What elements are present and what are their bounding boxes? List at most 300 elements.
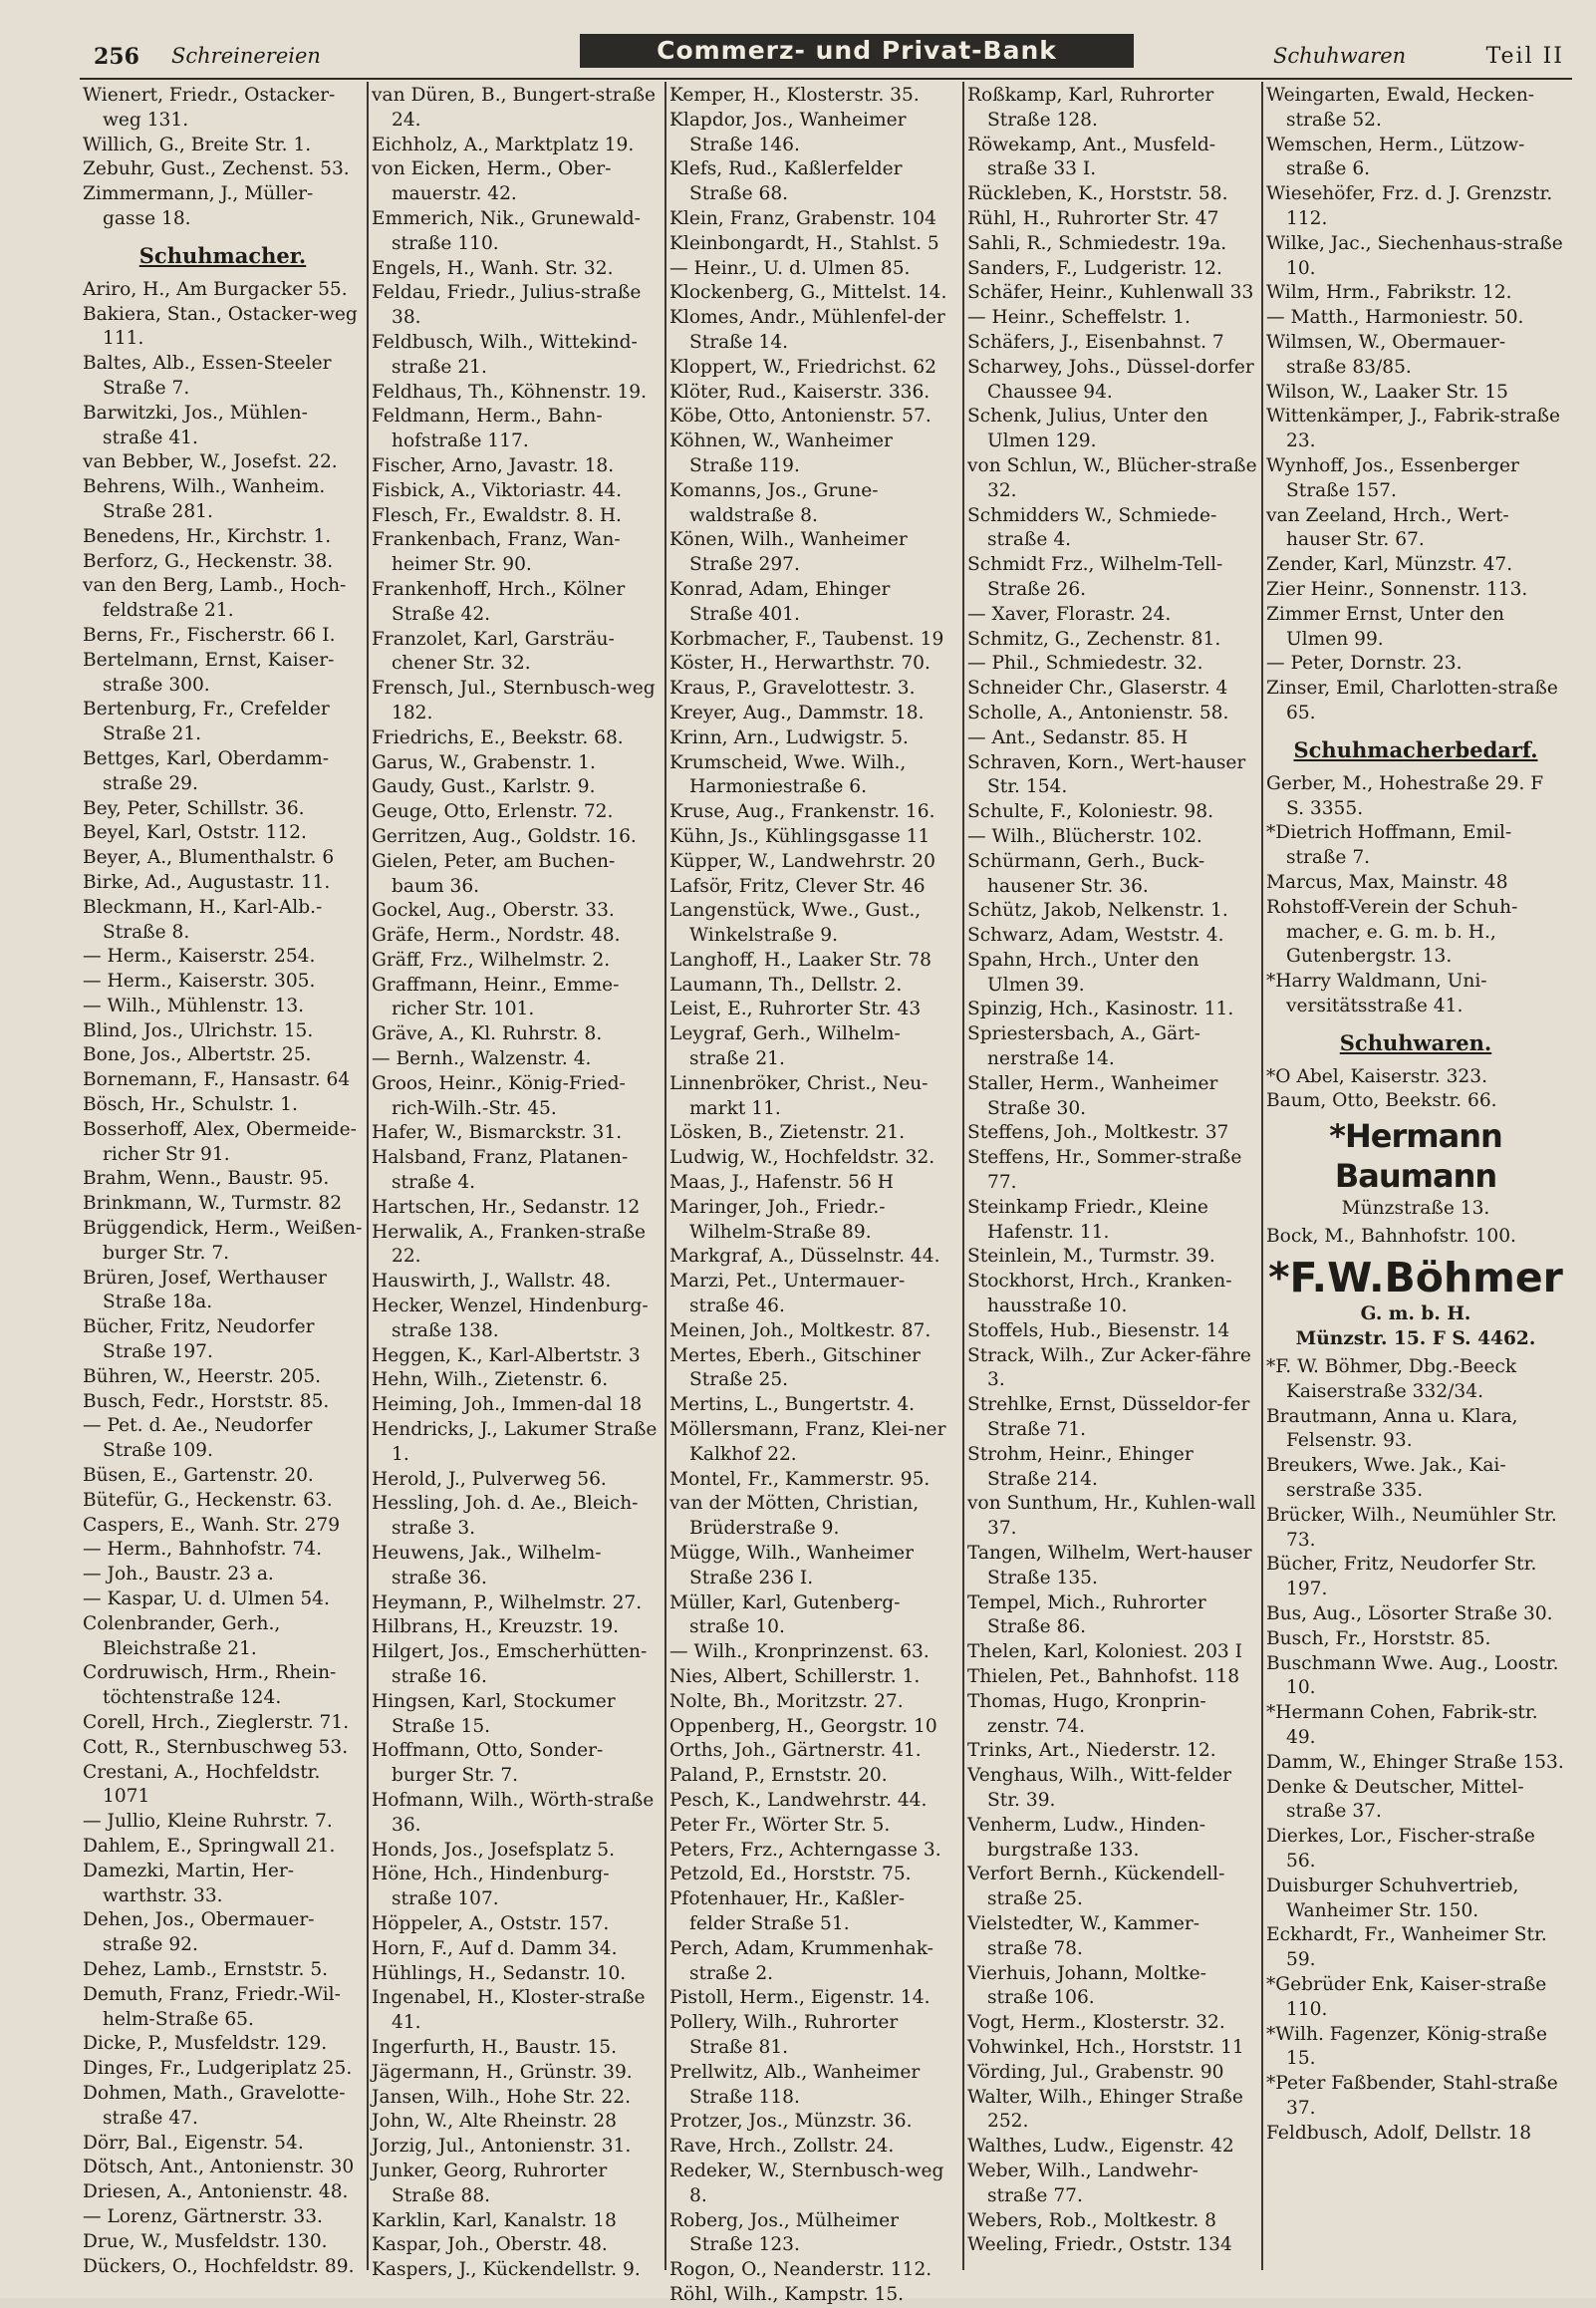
- directory-entry: Scharwey, Johs., Düssel-dorfer Chaussee 94.: [967, 356, 1254, 403]
- directory-entry: Krinn, Arn., Ludwigstr. 5.: [669, 726, 909, 748]
- directory-entry: Brahm, Wenn., Baustr. 95.: [83, 1168, 330, 1190]
- directory-entry: Feldhaus, Th., Köhnenstr. 19.: [372, 381, 648, 403]
- directory-entry: Hofmann, Wilh., Wörth-straße 36.: [372, 1789, 655, 1836]
- directory-entry: Schäfer, Heinr., Kuhlenwall 33: [967, 282, 1254, 304]
- directory-entry: Kreyer, Aug., Dammstr. 18.: [669, 702, 925, 723]
- directory-entry: Vörding, Jul., Grabenstr. 90: [967, 2061, 1224, 2083]
- directory-entry: Rohstoff-Verein der Schuh-macher, e. G. m. b. H., Gutenbergstr. 13.: [1266, 896, 1518, 968]
- directory-entry: Tempel, Mich., Ruhrorter Straße 86.: [967, 1591, 1206, 1638]
- directory-entry: Willich, G., Breite Str. 1.: [83, 134, 312, 155]
- directory-entry: Junker, Georg, Ruhrorter Straße 88.: [372, 2160, 608, 2206]
- directory-entry: Ludwig, W., Hochfeldstr. 32.: [669, 1147, 935, 1169]
- directory-entry: — Heinr., U. d. Ulmen 85.: [669, 257, 911, 279]
- directory-entry: Komanns, Jos., Grune-waldstraße 8.: [669, 479, 879, 526]
- directory-entry: Strohm, Heinr., Ehinger Straße 214.: [967, 1443, 1194, 1490]
- directory-entry: Behrens, Wilh., Wanheim. Straße 281.: [83, 476, 326, 522]
- directory-entry: Schwarz, Adam, Weststr. 4.: [967, 925, 1224, 947]
- directory-entry: Walthes, Ludw., Eigenstr. 42: [967, 2136, 1234, 2158]
- directory-entry: Klöter, Rud., Kaiserstr. 336.: [669, 381, 931, 403]
- directory-entry: Zimmermann, J., Müller-gasse 18.: [83, 183, 314, 229]
- directory-entry: Cordruwisch, Hrm., Rhein-töchtenstraße 124.: [83, 1662, 337, 1709]
- directory-entry: Duisburger Schuhvertrieb, Wanheimer Str. 150.: [1266, 1875, 1519, 1921]
- directory-entry: Spinzig, Hch., Kasinostr. 11.: [967, 999, 1234, 1020]
- directory-entry: Busch, Fedr., Horststr. 85.: [83, 1390, 330, 1412]
- directory-entry: Damm, W., Ehinger Straße 153.: [1266, 1751, 1564, 1773]
- directory-entry: Honds, Jos., Josefsplatz 5.: [372, 1839, 616, 1861]
- directory-entry: — Herm., Kaiserstr. 305.: [83, 971, 316, 993]
- directory-entry: Hessling, Joh. d. Ae., Bleich-straße 3.: [372, 1493, 639, 1540]
- directory-entry: Weingarten, Ewald, Hecken-straße 52.: [1266, 85, 1535, 131]
- directory-entry: — Kaspar, U. d. Ulmen 54.: [83, 1588, 330, 1610]
- directory-entry: Denke & Deutscher, Mittel-straße 37.: [1266, 1776, 1524, 1823]
- directory-entry: Steffens, Hr., Sommer-straße 77.: [967, 1147, 1242, 1194]
- directory-entry: van Zeeland, Hrch., Wert-hauser Str. 67.: [1266, 504, 1509, 551]
- directory-entry: Bus, Aug., Lösorter Straße 30.: [1266, 1603, 1553, 1625]
- directory-entry: Brüren, Josef, Werthauser Straße 18a.: [83, 1267, 327, 1313]
- directory-entry: Lafsör, Fritz, Clever Str. 46: [669, 875, 926, 897]
- directory-entry: Dohmen, Math., Gravelotte-straße 47.: [83, 2082, 346, 2129]
- bank-banner: Commerz- und Privat-Bank: [580, 34, 1134, 68]
- directory-entry: Halsband, Franz, Platanen-straße 4.: [372, 1147, 629, 1194]
- directory-entry: Bock, M., Bahnhofstr. 100.: [1266, 1226, 1516, 1248]
- directory-entry: Nies, Albert, Schillerstr. 1.: [669, 1666, 921, 1687]
- directory-entry: Blind, Jos., Ulrichstr. 15.: [83, 1019, 314, 1041]
- directory-entry: Bühren, W., Heerstr. 205.: [83, 1365, 322, 1387]
- directory-entry: Dicke, P., Musfeldstr. 129.: [83, 2033, 328, 2055]
- directory-entry: Schmidders W., Schmiede-straße 4.: [967, 504, 1217, 551]
- page-number: 256: [94, 44, 139, 70]
- directory-entry: Gräfe, Herm., Nordstr. 48.: [372, 925, 621, 947]
- directory-entry: Bertenburg, Fr., Crefelder Straße 21.: [83, 699, 330, 745]
- directory-entry: Stoffels, Hub., Biesenstr. 14: [967, 1319, 1230, 1341]
- directory-entry: *O Abel, Kaiserstr. 323.: [1266, 1065, 1487, 1087]
- directory-entry: Oppenberg, H., Georgstr. 10: [669, 1715, 937, 1737]
- directory-entry: Gerber, M., Hohestraße 29. F S. 3355.: [1266, 772, 1544, 819]
- ad-company-form: G. m. b. H.: [1360, 1303, 1471, 1325]
- directory-entry: Schneider Chr., Glaserstr. 4: [967, 678, 1228, 700]
- directory-entry: Linnenbröker, Christ., Neu-markt 11.: [669, 1072, 929, 1119]
- section-heading: Schuhwaren.: [1339, 1029, 1492, 1055]
- directory-entry: Driesen, A., Antonienstr. 48.: [83, 2181, 349, 2203]
- directory-entry: Demuth, Franz, Friedr.-Wil-helm-Straße 65.: [83, 1983, 341, 2030]
- directory-entry: von Schlun, W., Blücher-straße 32.: [967, 454, 1257, 501]
- directory-entry: Frankenhoff, Hrch., Kölner Straße 42.: [372, 578, 626, 625]
- directory-entry: Webers, Rob., Moltkestr. 8: [967, 2209, 1217, 2231]
- directory-entry: Peters, Frz., Achterngasse 3.: [669, 1839, 941, 1861]
- directory-entry: Dahlem, E., Springwall 21.: [83, 1835, 336, 1857]
- directory-entry: Krumscheid, Wwe. Wilh., Harmoniestraße 6.: [669, 751, 907, 798]
- directory-entry: Kaspers, J., Kückendellstr. 9.: [372, 2259, 641, 2281]
- directory-entry: Hartschen, Hr., Sedanstr. 12: [372, 1196, 641, 1218]
- directory-entry: Dörr, Bal., Eigenstr. 54.: [83, 2132, 304, 2154]
- directory-entry: Höne, Hch., Hindenburg-straße 107.: [372, 1864, 610, 1910]
- directory-entry: Wemschen, Herm., Lützow-straße 6.: [1266, 134, 1525, 180]
- directory-entry: Schütz, Jakob, Nelkenstr. 1.: [967, 900, 1228, 922]
- directory-entry: Schulte, F., Koloniestr. 98.: [967, 801, 1213, 823]
- advertisement: [1266, 1116, 1565, 1221]
- directory-entry: Wilm, Hrm., Fabrikstr. 12.: [1266, 282, 1512, 304]
- directory-entry: Corell, Hrch., Zieglerstr. 71.: [83, 1712, 350, 1733]
- directory-entry: Perch, Adam, Krummenhak-straße 2.: [669, 1937, 933, 1984]
- directory-entry: Mügge, Wilh., Wanheimer Straße 236 I.: [669, 1543, 915, 1588]
- directory-entry: Busch, Fr., Horststr. 85.: [1266, 1627, 1491, 1649]
- directory-entry: Tangen, Wilhelm, Wert-hauser Straße 135.: [967, 1543, 1252, 1588]
- directory-entry: Berforz, G., Heckenstr. 38.: [83, 550, 334, 572]
- directory-entry: Rückleben, K., Horststr. 58.: [967, 183, 1228, 205]
- directory-entry: Paland, P., Ernststr. 20.: [669, 1765, 888, 1787]
- column-1: [80, 84, 366, 2277]
- directory-entry: Wiesehöfer, Frz. d. J. Grenzstr. 112.: [1266, 183, 1553, 229]
- directory-entry: Gielen, Peter, am Buchen-baum 36.: [372, 850, 616, 897]
- directory-entry: von Sunthum, Hr., Kuhlen-wall 37.: [967, 1493, 1256, 1540]
- directory-entry: Mertes, Eberh., Gitschiner Straße 25.: [669, 1344, 921, 1391]
- directory-entry: Marzi, Pet., Untermauer-straße 46.: [669, 1271, 906, 1317]
- directory-entry: Höppeler, A., Oststr. 157.: [372, 1912, 610, 1934]
- directory-entry: Gaudy, Gust., Karlstr. 9.: [372, 776, 596, 798]
- directory-entry: Walter, Wilh., Ehinger Straße 252.: [967, 2086, 1243, 2133]
- directory-entry: Laumann, Th., Dellstr. 2.: [669, 974, 903, 996]
- directory-entry: Lösken, B., Zietenstr. 21.: [669, 1122, 906, 1144]
- directory-entry: Maas, J., Hafenstr. 56 H: [669, 1172, 894, 1194]
- directory-entry: Wilson, W., Laaker Str. 15: [1266, 381, 1508, 403]
- directory-entry: Thielen, Pet., Bahnhofst. 118: [967, 1666, 1240, 1687]
- directory-entry: Redeker, W., Sternbusch-weg 8.: [669, 2160, 944, 2206]
- directory-entry: Brüggendick, Herm., Weißen-burger Str. 7.: [83, 1218, 363, 1264]
- directory-entry: Baum, Otto, Beekstr. 66.: [1266, 1090, 1497, 1112]
- running-head-right: Schuhwaren: [1273, 44, 1407, 68]
- directory-entry: Crestani, A., Hochfeldstr. 1071: [83, 1761, 321, 1808]
- section-heading: Schuhmacher.: [138, 242, 307, 268]
- directory-entry: Buschmann Wwe. Aug., Loostr. 10.: [1266, 1652, 1559, 1699]
- directory-entry: Nolte, Bh., Moritzstr. 27.: [669, 1690, 904, 1712]
- directory-entry: Schraven, Korn., Wert-hauser Str. 154.: [967, 751, 1246, 798]
- directory-entry: Steffens, Joh., Moltkestr. 37: [967, 1122, 1229, 1144]
- directory-entry: Hoffmann, Otto, Sonder-burger Str. 7.: [372, 1740, 604, 1787]
- directory-entry: Fisbick, A., Viktoriastr. 44.: [372, 479, 623, 501]
- directory-entry: Klomes, Andr., Mühlenfel-der Straße 14.: [669, 307, 945, 353]
- directory-entry: Montel, Fr., Kammerstr. 95.: [669, 1468, 931, 1490]
- directory-entry: Mertins, L., Bungertstr. 4.: [669, 1394, 916, 1416]
- directory-entry: Bertelmann, Ernst, Kaiser-straße 300.: [83, 649, 335, 696]
- directory-entry: John, W., Alte Rheinstr. 28: [372, 2111, 618, 2133]
- directory-entry: Dehez, Lamb., Ernststr. 5.: [83, 1958, 329, 1980]
- directory-entry: — Ant., Sedanstr. 85. H: [967, 726, 1189, 748]
- directory-entry: Gräff, Frz., Wilhelmstr. 2.: [372, 949, 611, 971]
- directory-entry: Zebuhr, Gust., Zechenst. 53.: [83, 158, 350, 180]
- directory-entry: Sanders, F., Ludgeristr. 12.: [967, 257, 1222, 279]
- directory-entry: Rühl, H., Ruhrorter Str. 47: [967, 207, 1219, 229]
- directory-entry: Trinks, Art., Niederstr. 12.: [967, 1740, 1216, 1762]
- directory-entry: *Wilh. Fagenzer, König-straße 15.: [1266, 2023, 1547, 2070]
- directory-entry: Wynhoff, Jos., Essenberger Straße 157.: [1266, 454, 1519, 501]
- directory-entry: Hehn, Wilh., Zietenstr. 6.: [372, 1369, 609, 1391]
- directory-entry: Köhnen, W., Wanheimer Straße 119.: [669, 431, 893, 476]
- directory-entry: Steinkamp Friedr., Kleine Hafenstr. 11.: [967, 1196, 1208, 1243]
- directory-entry: van den Berg, Lamb., Hoch-feldstraße 21.: [83, 575, 347, 622]
- directory-entry: Bücher, Fritz, Neudorfer Straße 197.: [83, 1316, 315, 1363]
- directory-entry: — Phil., Schmiedestr. 32.: [967, 653, 1203, 675]
- directory-entry: — Jullio, Kleine Ruhrstr. 7.: [83, 1811, 333, 1833]
- directory-entry: Pollery, Wilh., Ruhrorter Straße 81.: [669, 2012, 899, 2058]
- directory-entry: Vohwinkel, Hch., Horststr. 11: [967, 2036, 1244, 2058]
- directory-entry: *Dietrich Hoffmann, Emil-straße 7.: [1266, 822, 1512, 869]
- directory-entry: Kaspar, Joh., Oberstr. 48.: [372, 2234, 608, 2256]
- directory-entry: Roberg, Jos., Mülheimer Straße 123.: [669, 2209, 900, 2256]
- directory-entry: *F. W. Böhmer, Dbg.-Beeck Kaiserstraße 332/34.: [1266, 1356, 1517, 1402]
- directory-entry: Brautmann, Anna u. Klara, Felsenstr. 93.: [1266, 1405, 1518, 1452]
- directory-entry: Weber, Wilh., Landwehr-straße 77.: [967, 2160, 1198, 2206]
- directory-entry: Meinen, Joh., Moltkestr. 87.: [669, 1319, 931, 1341]
- directory-entry: Strehlke, Ernst, Düsseldor-fer Straße 71.: [967, 1394, 1250, 1441]
- directory-entry: Köster, H., Herwarthstr. 70.: [669, 653, 931, 675]
- directory-entry: — Xaver, Florastr. 24.: [967, 603, 1172, 625]
- directory-entry: Langenstück, Wwe., Gust., Winkelstraße 9.: [669, 900, 922, 947]
- directory-entry: Wilmsen, W., Obermauer-straße 83/85.: [1266, 331, 1506, 378]
- directory-entry: Zender, Karl, Münzstr. 47.: [1266, 554, 1513, 576]
- directory-entry: Colenbrander, Gerh., Bleichstraße 21.: [83, 1612, 281, 1659]
- directory-entry: Dötsch, Ant., Antonienstr. 30: [83, 2157, 355, 2178]
- directory-entry: Zier Heinr., Sonnenstr. 113.: [1266, 578, 1528, 600]
- directory-entry: Franzolet, Karl, Garsträu-chener Str. 32.: [372, 628, 615, 675]
- directory-entry: Feldbusch, Wilh., Wittekind-straße 21.: [372, 331, 638, 378]
- column-3: [666, 84, 961, 2305]
- directory-entry: Bey, Peter, Schillstr. 36.: [83, 797, 305, 819]
- directory-entry: Feldau, Friedr., Julius-straße 38.: [372, 282, 642, 329]
- directory-entry: Beyel, Karl, Oststr. 112.: [83, 822, 307, 844]
- directory-entry: Jägermann, H., Grünstr. 39.: [372, 2061, 633, 2083]
- directory-entry: Staller, Herm., Wanheimer Straße 30.: [967, 1072, 1218, 1119]
- directory-entry: Klockenberg, G., Mittelst. 14.: [669, 282, 947, 304]
- directory-entry: Hauswirth, J., Wallstr. 48.: [372, 1271, 612, 1293]
- directory-entry: Drue, W., Musfeldstr. 130.: [83, 2230, 328, 2252]
- directory-entry: Bütefür, G., Heckenstr. 63.: [83, 1489, 333, 1511]
- directory-entry: Müller, Karl, Gutenberg-straße 10.: [669, 1591, 901, 1638]
- directory-entry: Brinkmann, W., Turmstr. 82: [83, 1193, 343, 1215]
- directory-entry: Engels, H., Wanh. Str. 32.: [372, 257, 614, 279]
- directory-entry: Röhl, Wilh., Kampstr. 15.: [669, 2283, 905, 2305]
- directory-entry: Bakiera, Stan., Ostacker-weg 111.: [83, 303, 358, 350]
- directory-entry: Kleinbongardt, H., Stahlst. 5: [669, 232, 939, 254]
- directory-entry: Wittenkämper, J., Fabrik-straße 23.: [1266, 406, 1561, 452]
- directory-entry: Klein, Franz, Grabenstr. 104: [669, 207, 936, 229]
- part-label: Teil II: [1485, 44, 1564, 69]
- directory-entry: *Harry Waldmann, Uni-versitätsstraße 41.: [1266, 971, 1487, 1016]
- directory-entry: Pesch, K., Landwehrstr. 44.: [669, 1789, 928, 1811]
- header-rule: [80, 78, 1572, 80]
- directory-entry: von Eicken, Herm., Ober-mauerstr. 42.: [372, 158, 612, 205]
- directory-entry: Kühn, Js., Kühlingsgasse 11: [669, 825, 931, 847]
- directory-entry: Thomas, Hugo, Kronprin-zenstr. 74.: [967, 1690, 1206, 1737]
- directory-entry: Fischer, Arno, Javastr. 18.: [372, 454, 615, 476]
- directory-entry: Herwalik, A., Franken-straße 22.: [372, 1221, 647, 1268]
- directory-entry: — Joh., Baustr. 23 a.: [83, 1564, 274, 1586]
- directory-entry: Bleckmann, H., Karl-Alb.-Straße 8.: [83, 896, 323, 943]
- directory-entry: Jorzig, Jul., Antonienstr. 31.: [372, 2136, 632, 2158]
- directory-entry: Bösch, Hr., Schulstr. 1.: [83, 1094, 298, 1116]
- directory-entry: Breukers, Wwe. Jak., Kai-serstraße 335.: [1266, 1455, 1506, 1502]
- directory-entry: *Gebrüder Enk, Kaiser-straße 110.: [1266, 1974, 1547, 2020]
- directory-entry: — Wilh., Blücherstr. 102.: [967, 825, 1202, 847]
- directory-entry: Barwitzki, Jos., Mühlen-straße 41.: [83, 402, 308, 448]
- directory-entry: Emmerich, Nik., Grunewald-straße 110.: [372, 207, 641, 254]
- directory-entry: — Herm., Kaiserstr. 254.: [83, 946, 316, 968]
- directory-entry: Ingenabel, H., Kloster-straße 41.: [372, 1987, 646, 2034]
- directory-entry: Karklin, Karl, Kanalstr. 18: [372, 2209, 617, 2231]
- directory-entry: Könen, Wilh., Wanheimer Straße 297.: [669, 529, 908, 576]
- directory-entry: Friedrichs, E., Beekstr. 68.: [372, 726, 624, 748]
- directory-entry: Ariro, H., Am Burgacker 55.: [83, 278, 348, 300]
- directory-entry: Zimmer Ernst, Unter den Ulmen 99.: [1266, 603, 1505, 650]
- directory-entry: Protzer, Jos., Münzstr. 36.: [669, 2111, 913, 2133]
- directory-entry: Wienert, Friedr., Ostacker-weg 131.: [83, 85, 336, 131]
- directory-entry: Marcus, Max, Mainstr. 48: [1266, 871, 1508, 893]
- directory-entry: Dehen, Jos., Obermauer-straße 92.: [83, 1909, 315, 1956]
- directory-entry: Zinser, Emil, Charlotten-straße 65.: [1266, 678, 1558, 723]
- column-4: [964, 84, 1260, 2266]
- directory-entry: Bone, Jos., Albertstr. 25.: [83, 1044, 312, 1066]
- directory-entry: Heiming, Joh., Immen-dal 18: [372, 1394, 643, 1416]
- directory-entry: Schenk, Julius, Unter den Ulmen 129.: [967, 406, 1208, 452]
- directory-entry: Birke, Ad., Augustastr. 11.: [83, 871, 331, 893]
- directory-entry: Steinlein, M., Turmstr. 39.: [967, 1246, 1215, 1268]
- directory-entry: Röwekamp, Ant., Musfeld-straße 33 I.: [967, 134, 1216, 180]
- directory-entry: Möllersmann, Franz, Klei-ner Kalkhof 22.: [669, 1419, 946, 1465]
- directory-entry: Venghaus, Wilh., Witt-felder Str. 39.: [967, 1765, 1231, 1811]
- directory-entry: Frankenbach, Franz, Wan-heimer Str. 90.: [372, 529, 621, 576]
- directory-entry: Prellwitz, Alb., Wanheimer Straße 118.: [669, 2061, 921, 2108]
- directory-entry: Eckhardt, Fr., Wanheimer Str. 59.: [1266, 1924, 1547, 1971]
- directory-entry: Brücker, Wilh., Neumühler Str. 73.: [1266, 1504, 1557, 1551]
- directory-entry: Schäfers, J., Eisenbahnst. 7: [967, 331, 1224, 353]
- directory-entry: Herold, J., Pulverweg 56.: [372, 1468, 607, 1490]
- directory-entry: Küpper, W., Landwehrstr. 20: [669, 850, 935, 872]
- directory-entry: Konrad, Adam, Ehinger Straße 401.: [669, 578, 891, 625]
- directory-entry: Hilbrans, H., Kreuzstr. 19.: [372, 1616, 620, 1638]
- directory-entry: Kruse, Aug., Frankenstr. 16.: [669, 801, 935, 823]
- directory-entry: Berns, Fr., Fischerstr. 66 I.: [83, 624, 336, 646]
- directory-entry: Roßkamp, Karl, Ruhrorter Straße 128.: [967, 85, 1214, 131]
- directory-entry: van der Mötten, Christian, Brüderstraße 9.: [669, 1493, 920, 1540]
- directory-entry: Hecker, Wenzel, Hindenburg-straße 138.: [372, 1296, 649, 1341]
- directory-entry: — Wilh., Mühlenstr. 13.: [83, 995, 305, 1016]
- directory-entry: Hingsen, Karl, Stockumer Straße 15.: [372, 1690, 616, 1737]
- directory-entry: Hühlings, H., Sedanstr. 10.: [372, 1962, 627, 1984]
- ad-address: Münzstraße 13.: [1341, 1198, 1490, 1220]
- directory-entry: Schmidt Frz., Wilhelm-Tell-Straße 26.: [967, 554, 1223, 600]
- directory-entry: Gerritzen, Aug., Goldstr. 16.: [372, 825, 637, 847]
- directory-entry: Maringer, Joh., Friedr.-Wilhelm-Straße 89.: [669, 1196, 886, 1243]
- directory-entry: Geuge, Otto, Erlenstr. 72.: [372, 801, 614, 823]
- directory-entry: Bettges, Karl, Oberdamm-straße 29.: [83, 747, 330, 794]
- ad-name: *Hermann Baumann: [1329, 1117, 1502, 1196]
- directory-entry: Graffmann, Heinr., Emme-richer Str. 101.: [372, 974, 620, 1020]
- directory-entry: Kemper, H., Klosterstr. 35.: [669, 85, 920, 106]
- directory-entry: Peter Fr., Wörter Str. 5.: [669, 1814, 891, 1836]
- directory-entry: Frensch, Jul., Sternbusch-weg 182.: [372, 678, 656, 723]
- directory-entry: Ingerfurth, H., Baustr. 15.: [372, 2036, 618, 2058]
- directory-entry: Kloppert, W., Friedrichst. 62: [669, 356, 936, 378]
- directory-entry: Bosserhoff, Alex, Obermeide-richer Str 91.: [83, 1118, 357, 1165]
- directory-entry: van Düren, B., Bungert-straße 24.: [372, 85, 657, 131]
- column-2: [369, 84, 664, 2281]
- directory-entry: Leist, E., Ruhrorter Str. 43: [669, 999, 922, 1020]
- directory-entry: Markgraf, A., Düsselnstr. 44.: [669, 1246, 940, 1268]
- directory-entry: *Hermann Cohen, Fabrik-str. 49.: [1266, 1702, 1538, 1749]
- directory-entry: Petzold, Ed., Horststr. 75.: [669, 1864, 912, 1885]
- directory-entry: Rogon, O., Neanderstr. 112.: [669, 2259, 932, 2281]
- directory-entry: Rave, Hrch., Zollstr. 24.: [669, 2136, 895, 2158]
- directory-entry: Pfotenhauer, Hr., Kaßler-felder Straße 51.: [669, 1888, 906, 1934]
- directory-entry: Sahli, R., Schmiedestr. 19a.: [967, 232, 1227, 254]
- directory-entry: Bücher, Fritz, Neudorfer Str. 197.: [1266, 1554, 1537, 1600]
- directory-entry: Eichholz, A., Marktplatz 19.: [372, 134, 635, 155]
- directory-entry: Groos, Heinr., König-Fried-rich-Wilh.-Str. 45.: [372, 1072, 626, 1119]
- directory-entry: Scholle, A., Antonienstr. 58.: [967, 702, 1229, 723]
- directory-entry: Stockhorst, Hrch., Kranken-hausstraße 10.: [967, 1271, 1232, 1317]
- directory-entry: Hilgert, Jos., Emscherhütten-straße 16.: [372, 1641, 648, 1687]
- directory-entry: Venherm, Ludw., Hinden-burgstraße 133.: [967, 1814, 1205, 1861]
- directory-entry: Leygraf, Gerh., Wilhelm-straße 21.: [669, 1023, 901, 1070]
- directory-entry: Weeling, Friedr., Oststr. 134: [967, 2234, 1232, 2256]
- directory-entry: Flesch, Fr., Ewaldstr. 8. H.: [372, 504, 622, 526]
- directory-entry: Verfort Bernh., Kückendell-straße 25.: [967, 1864, 1225, 1910]
- directory-entry: Vierhuis, Johann, Moltke-straße 106.: [967, 1962, 1206, 2009]
- directory-entry: Schmitz, G., Zechenstr. 81.: [967, 628, 1221, 650]
- column-5: [1263, 84, 1568, 2266]
- directory-entry: Bornemann, F., Hansastr. 64: [83, 1069, 351, 1091]
- directory-entry: — Wilh., Kronprinzenst. 63.: [669, 1641, 930, 1663]
- directory-entry: *Peter Faßbender, Stahl-straße 37.: [1266, 2073, 1558, 2119]
- directory-entry: Spahn, Hrch., Unter den Ulmen 39.: [967, 949, 1199, 996]
- directory-entry: — Herm., Bahnhofstr. 74.: [83, 1539, 322, 1561]
- directory-entry: Hendricks, J., Lakumer Straße 1.: [372, 1419, 658, 1465]
- directory-entry: Feldbusch, Adolf, Dellstr. 18: [1266, 2122, 1532, 2144]
- directory-entry: van Bebber, W., Josefst. 22.: [83, 451, 338, 473]
- page-header: [80, 34, 1572, 74]
- directory-entry: Büsen, E., Gartenstr. 20.: [83, 1465, 314, 1487]
- directory-entry: Korbmacher, F., Taubenst. 19: [669, 628, 944, 650]
- directory-entry: Wilke, Jac., Siechenhaus-straße 10.: [1266, 232, 1563, 279]
- directory-entry: Klapdor, Jos., Wanheimer Straße 146.: [669, 109, 907, 155]
- directory-entry: — Bernh., Walzenstr. 4.: [372, 1048, 592, 1070]
- directory-entry: Cott, R., Sternbuschweg 53.: [83, 1736, 349, 1758]
- advertisement: [1266, 1254, 1565, 1351]
- directory-entry: Heggen, K., Karl-Albertstr. 3: [372, 1344, 641, 1366]
- directory-entry: Benedens, Hr., Kirchstr. 1.: [83, 525, 332, 547]
- directory-entry: Baltes, Alb., Essen-Steeler Straße 7.: [83, 353, 332, 399]
- directory-entry: Gräve, A., Kl. Ruhrstr. 8.: [372, 1023, 603, 1045]
- directory-entry: Garus, W., Grabenstr. 1.: [372, 751, 596, 773]
- directory-entry: Orths, Joh., Gärtnerstr. 41.: [669, 1740, 922, 1762]
- directory-entry: Beyer, A., Blumenthalstr. 6: [83, 847, 335, 869]
- directory-entry: Gockel, Aug., Oberstr. 33.: [372, 900, 615, 922]
- directory-entry: Damezki, Martin, Her-warthstr. 33.: [83, 1860, 295, 1906]
- directory-entry: — Peter, Dornstr. 23.: [1266, 653, 1463, 675]
- directory-entry: Dückers, O., Hochfeldstr. 89.: [83, 2255, 355, 2277]
- directory-entry: Jansen, Wilh., Hohe Str. 22.: [372, 2086, 631, 2108]
- directory-entry: — Matth., Harmoniestr. 50.: [1266, 307, 1524, 329]
- directory-entry: Vogt, Herm., Klosterstr. 32.: [967, 2012, 1225, 2034]
- directory-entry: Schürmann, Gerh., Buck-hausener Str. 36.: [967, 850, 1205, 897]
- directory-entry: Horn, F., Auf d. Damm 34.: [372, 1937, 618, 1959]
- directory-entry: Thelen, Karl, Koloniest. 203 I: [967, 1641, 1242, 1663]
- running-head-left: Schreinereien: [171, 44, 321, 68]
- directory-entry: Spriestersbach, A., Gärt-nerstraße 14.: [967, 1023, 1200, 1070]
- directory-entry: Köbe, Otto, Antonienstr. 57.: [669, 406, 931, 428]
- directory-entry: Langhoff, H., Laaker Str. 78: [669, 949, 931, 971]
- directory-entry: Vielstedter, W., Kammer-straße 78.: [967, 1912, 1200, 1959]
- directory-entry: — Lorenz, Gärtnerstr. 33.: [83, 2205, 323, 2227]
